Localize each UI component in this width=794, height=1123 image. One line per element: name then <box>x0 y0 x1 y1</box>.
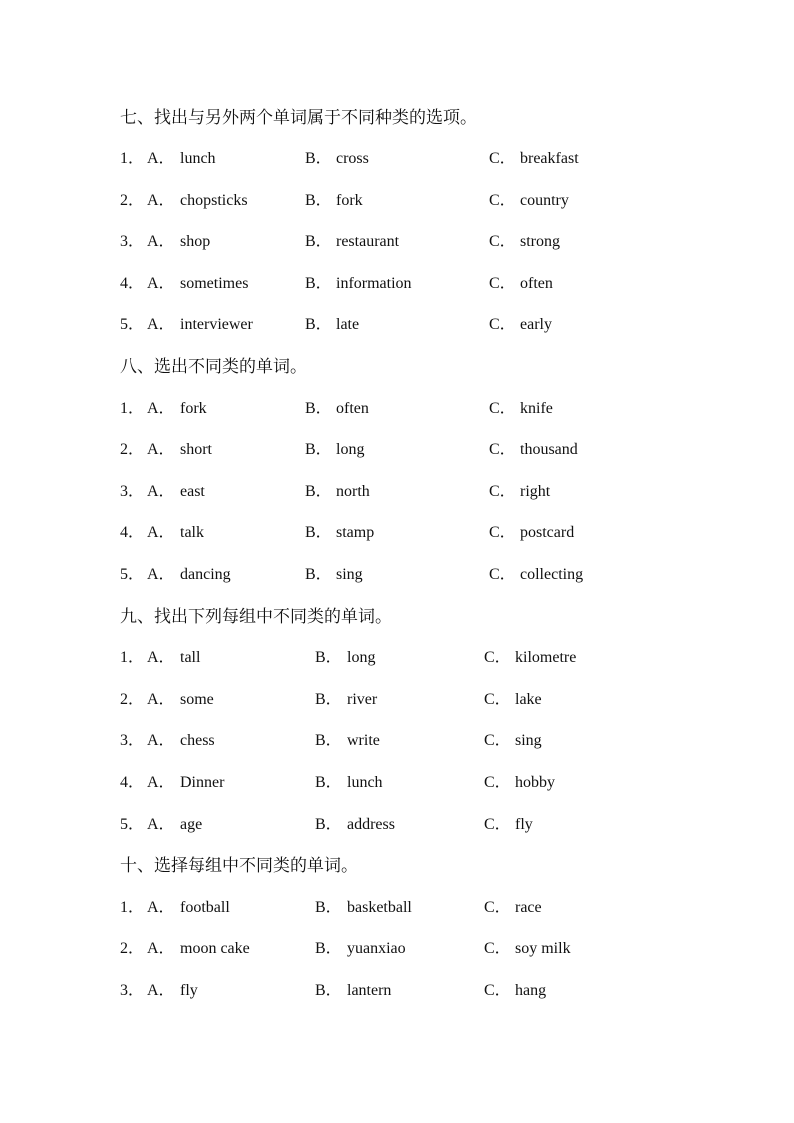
option-b-word: long <box>336 441 365 458</box>
option-a-word: Dinner <box>180 774 225 791</box>
option-a-word: chess <box>180 732 215 749</box>
option-c-word: knife <box>520 400 553 417</box>
option-c-word: soy milk <box>515 940 571 957</box>
question-number: 3． <box>120 483 145 500</box>
question-number: 4． <box>120 774 145 791</box>
option-b-word: lunch <box>347 774 383 791</box>
question-row <box>0 814 794 836</box>
option-b-marker: B． <box>305 441 332 458</box>
question-number: 2． <box>120 940 145 957</box>
option-a-word: talk <box>180 524 204 541</box>
question-row <box>0 273 794 295</box>
question-row <box>0 190 794 212</box>
question-number: 3． <box>120 732 145 749</box>
option-a-word: interviewer <box>180 316 253 333</box>
question-row <box>0 564 794 586</box>
section-heading: 十、选择每组中不同类的单词。 <box>120 856 358 875</box>
option-a-marker: A． <box>147 649 175 666</box>
section-heading: 九、找出下列每组中不同类的单词。 <box>120 607 392 626</box>
option-a-marker: A． <box>147 691 175 708</box>
option-c-marker: C． <box>489 150 516 167</box>
option-a-marker: A． <box>147 441 175 458</box>
option-b-marker: B． <box>315 982 342 999</box>
option-c-marker: C． <box>484 691 511 708</box>
option-b-marker: B． <box>305 483 332 500</box>
option-c-word: fly <box>515 816 533 833</box>
option-b-marker: B． <box>305 400 332 417</box>
option-b-word: basketball <box>347 899 412 916</box>
option-a-marker: A． <box>147 774 175 791</box>
option-b-word: long <box>347 649 376 666</box>
option-c-marker: C． <box>484 816 511 833</box>
option-a-word: football <box>180 899 230 916</box>
option-c-word: hang <box>515 982 547 999</box>
option-b-word: often <box>336 400 369 417</box>
option-b-word: north <box>336 483 370 500</box>
option-c-word: hobby <box>515 774 555 791</box>
section-heading: 八、选出不同类的单词。 <box>120 357 307 376</box>
question-number: 1． <box>120 150 145 167</box>
option-a-marker: A． <box>147 899 175 916</box>
option-c-word: sing <box>515 732 542 749</box>
option-b-word: fork <box>336 192 363 209</box>
option-b-marker: B． <box>305 192 332 209</box>
option-c-word: kilometre <box>515 649 577 666</box>
option-c-word: strong <box>520 233 560 250</box>
option-a-marker: A． <box>147 150 175 167</box>
option-b-marker: B． <box>315 816 342 833</box>
option-c-word: race <box>515 899 542 916</box>
question-number: 3． <box>120 233 145 250</box>
question-row <box>0 522 794 544</box>
option-c-marker: C． <box>484 732 511 749</box>
option-c-marker: C． <box>489 233 516 250</box>
option-c-marker: C． <box>489 441 516 458</box>
option-c-marker: C． <box>489 275 516 292</box>
option-c-marker: C． <box>484 940 511 957</box>
option-b-word: information <box>336 275 412 292</box>
option-b-marker: B． <box>315 691 342 708</box>
option-c-word: country <box>520 192 569 209</box>
question-number: 2． <box>120 691 145 708</box>
question-row <box>0 314 794 336</box>
option-a-marker: A． <box>147 400 175 417</box>
question-number: 5． <box>120 316 145 333</box>
option-b-marker: B． <box>315 774 342 791</box>
option-c-marker: C． <box>489 483 516 500</box>
question-number: 5． <box>120 816 145 833</box>
option-c-marker: C． <box>484 899 511 916</box>
option-b-word: address <box>347 816 395 833</box>
question-row <box>0 730 794 752</box>
option-b-word: late <box>336 316 360 333</box>
question-row <box>0 897 794 919</box>
option-a-word: sometimes <box>180 275 249 292</box>
question-number: 4． <box>120 275 145 292</box>
question-row <box>0 938 794 960</box>
option-a-marker: A． <box>147 192 175 209</box>
option-b-marker: B． <box>315 899 342 916</box>
option-a-marker: A． <box>147 275 175 292</box>
option-b-word: stamp <box>336 524 375 541</box>
option-c-word: postcard <box>520 524 575 541</box>
option-b-marker: B． <box>315 732 342 749</box>
option-a-word: some <box>180 691 214 708</box>
option-a-marker: A． <box>147 483 175 500</box>
option-c-word: thousand <box>520 441 578 458</box>
option-b-word: restaurant <box>336 233 400 250</box>
question-row <box>0 647 794 669</box>
option-a-word: age <box>180 816 203 833</box>
option-c-marker: C． <box>484 982 511 999</box>
option-c-word: lake <box>515 691 542 708</box>
option-b-marker: B． <box>305 524 332 541</box>
question-number: 2． <box>120 192 145 209</box>
option-b-marker: B． <box>305 316 332 333</box>
question-row <box>0 689 794 711</box>
option-b-word: sing <box>336 566 363 583</box>
option-b-marker: B． <box>305 275 332 292</box>
option-b-marker: B． <box>305 150 332 167</box>
option-c-word: breakfast <box>520 150 579 167</box>
option-c-marker: C． <box>489 192 516 209</box>
option-c-marker: C． <box>489 400 516 417</box>
option-c-word: early <box>520 316 552 333</box>
question-row <box>0 772 794 794</box>
question-row <box>0 481 794 503</box>
option-b-marker: B． <box>305 566 332 583</box>
option-a-word: fly <box>180 982 198 999</box>
question-number: 3． <box>120 982 145 999</box>
option-a-marker: A． <box>147 566 175 583</box>
option-b-word: lantern <box>347 982 392 999</box>
option-a-marker: A． <box>147 816 175 833</box>
option-c-word: collecting <box>520 566 584 583</box>
option-b-marker: B． <box>315 940 342 957</box>
option-a-marker: A． <box>147 524 175 541</box>
question-number: 5． <box>120 566 145 583</box>
option-a-word: tall <box>180 649 201 666</box>
option-a-word: shop <box>180 233 211 250</box>
question-number: 1． <box>120 400 145 417</box>
option-c-word: often <box>520 275 553 292</box>
option-c-marker: C． <box>484 774 511 791</box>
option-b-word: cross <box>336 150 369 167</box>
question-row <box>0 980 794 1002</box>
option-a-word: fork <box>180 400 207 417</box>
question-number: 2． <box>120 441 145 458</box>
section-heading: 七、找出与另外两个单词属于不同种类的选项。 <box>120 108 477 127</box>
option-c-marker: C． <box>484 649 511 666</box>
option-a-marker: A． <box>147 940 175 957</box>
option-a-word: short <box>180 441 212 458</box>
option-b-word: write <box>347 732 380 749</box>
question-number: 1． <box>120 899 145 916</box>
option-a-marker: A． <box>147 982 175 999</box>
option-b-marker: B． <box>305 233 332 250</box>
option-a-word: lunch <box>180 150 216 167</box>
option-c-marker: C． <box>489 524 516 541</box>
option-a-marker: A． <box>147 233 175 250</box>
option-b-word: yuanxiao <box>347 940 406 957</box>
option-c-word: right <box>520 483 551 500</box>
option-a-marker: A． <box>147 316 175 333</box>
question-number: 4． <box>120 524 145 541</box>
question-row <box>0 231 794 253</box>
question-number: 1． <box>120 649 145 666</box>
option-a-word: dancing <box>180 566 231 583</box>
option-a-word: chopsticks <box>180 192 248 209</box>
option-c-marker: C． <box>489 566 516 583</box>
question-row <box>0 439 794 461</box>
option-a-marker: A． <box>147 732 175 749</box>
option-a-word: moon cake <box>180 940 250 957</box>
question-row <box>0 148 794 170</box>
option-b-word: river <box>347 691 378 708</box>
option-a-word: east <box>180 483 205 500</box>
option-b-marker: B． <box>315 649 342 666</box>
option-c-marker: C． <box>489 316 516 333</box>
question-row <box>0 398 794 420</box>
